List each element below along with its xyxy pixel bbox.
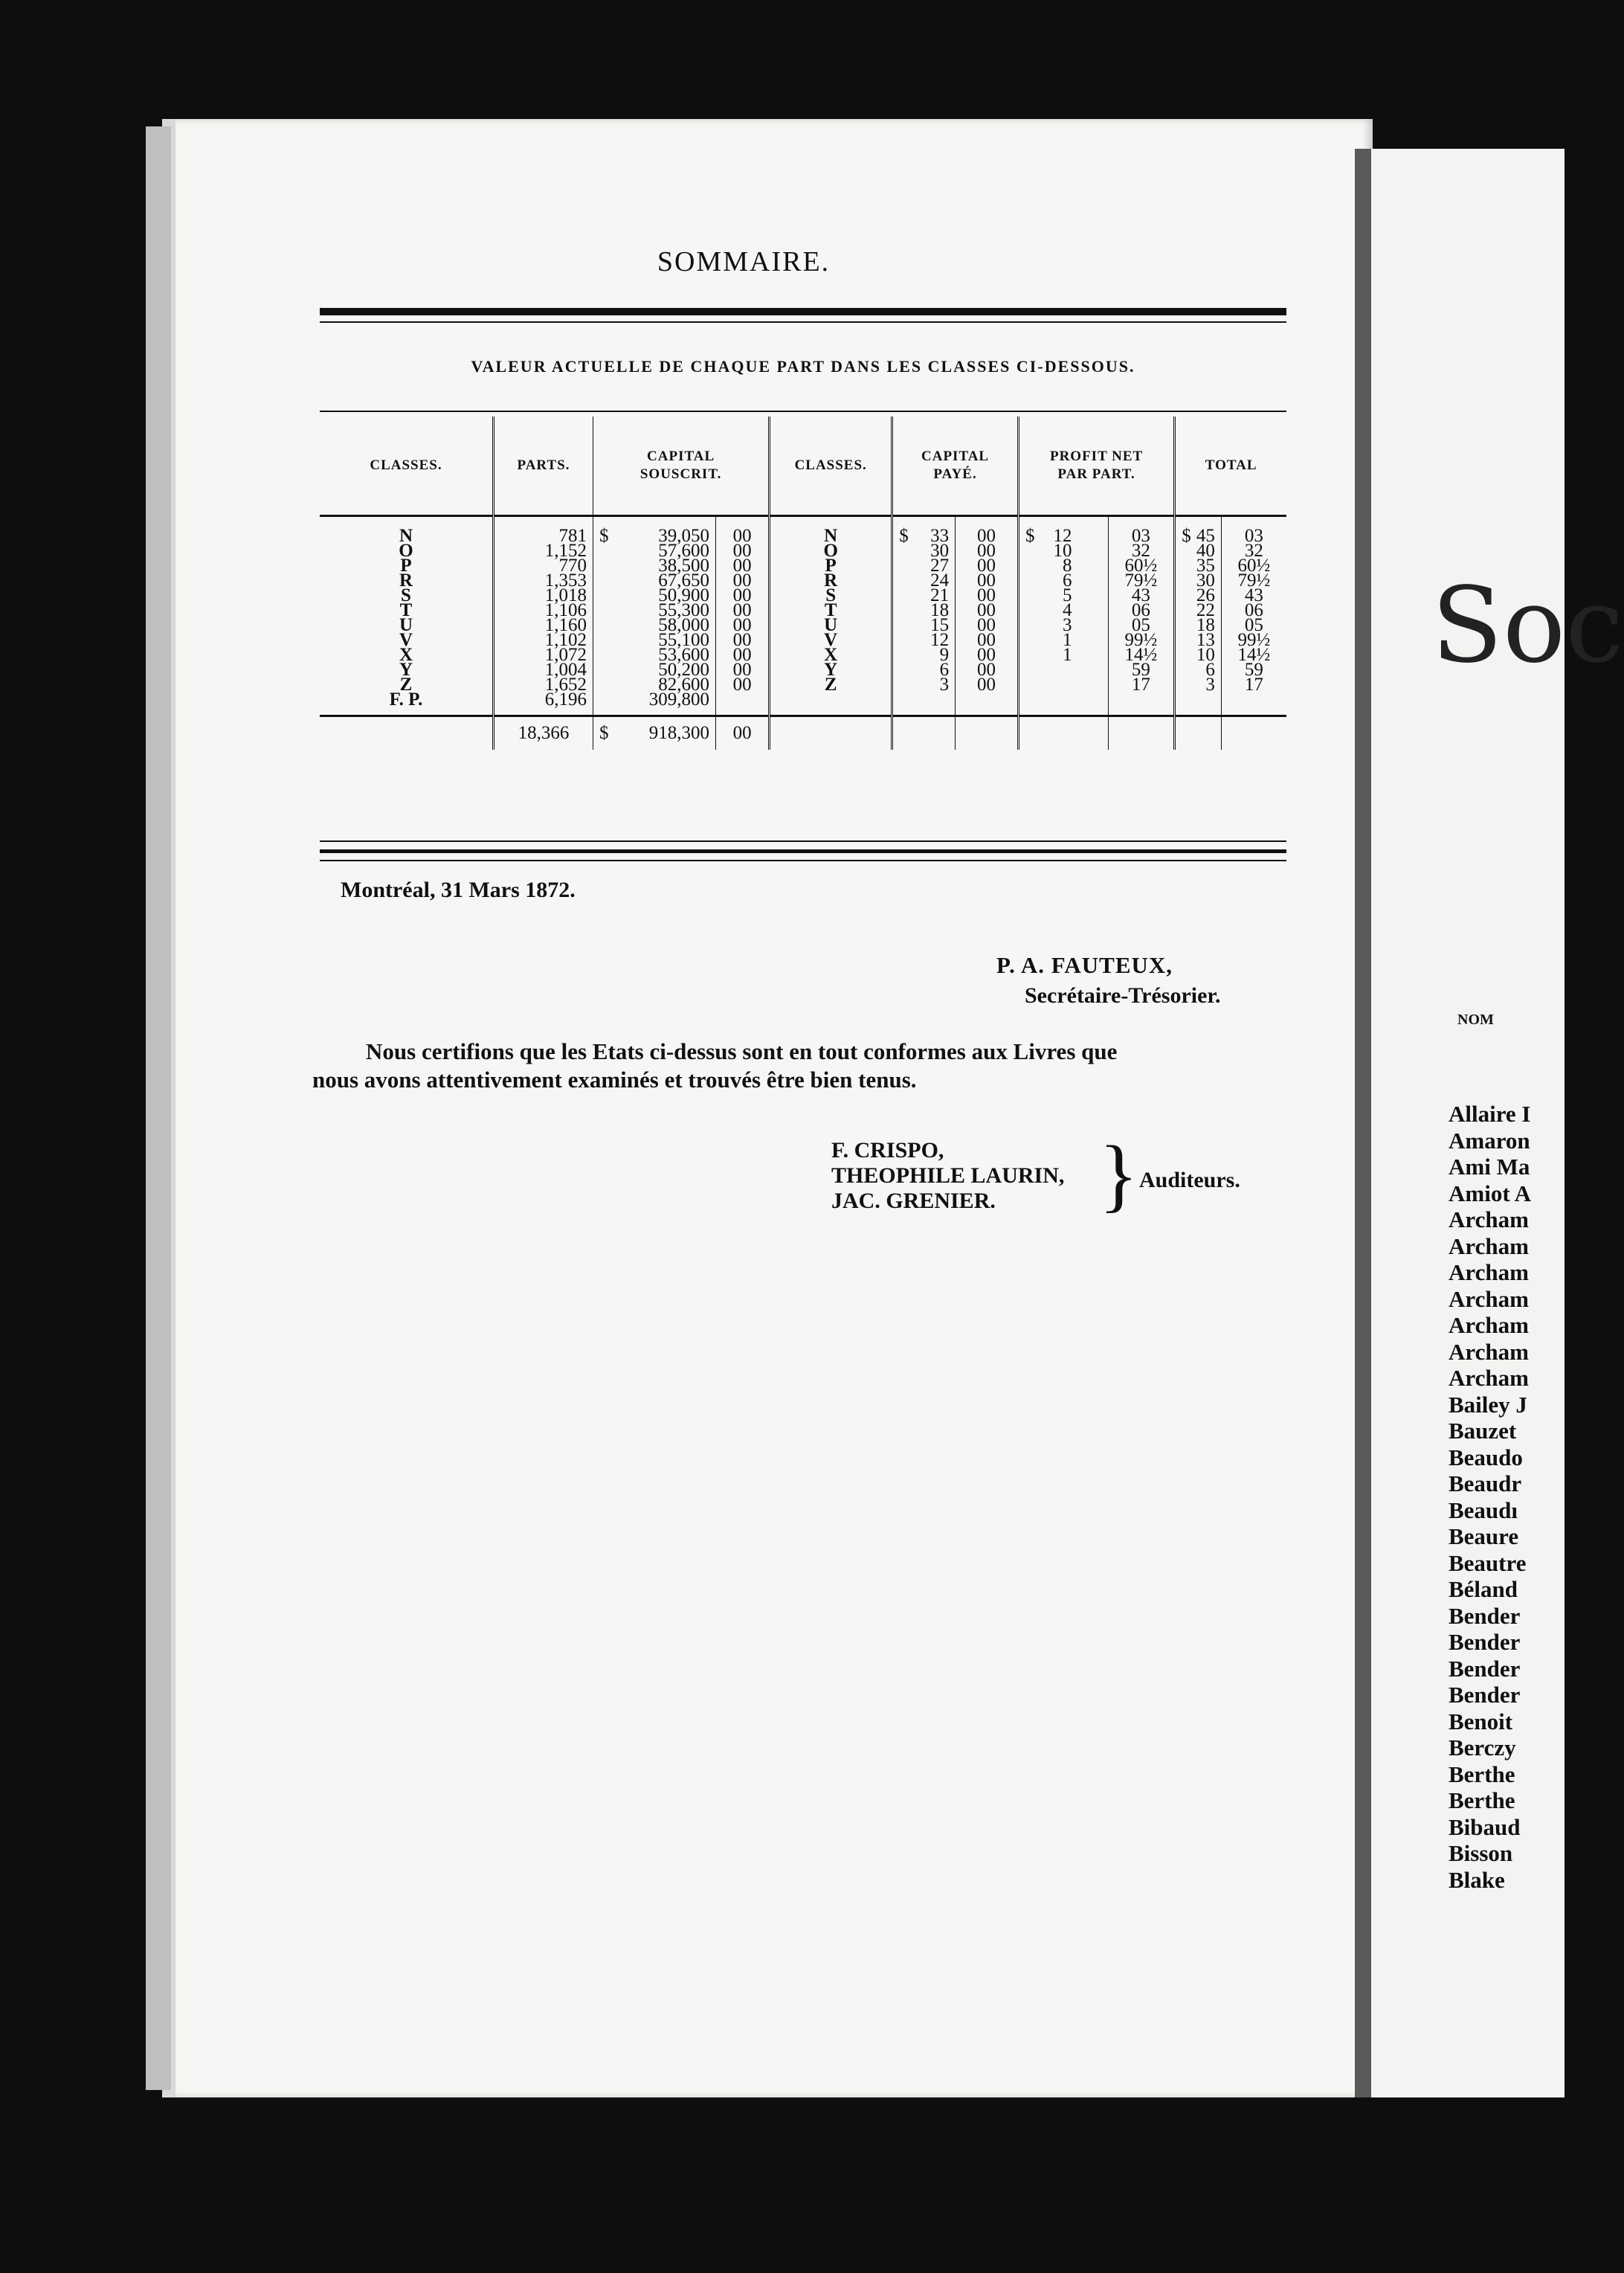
profit-cents-cell: 99½ [1124,630,1158,650]
class-cell: Y [399,660,413,680]
capital-cents-cell: 00 [732,585,752,605]
paye-cents-cell: 00 [977,615,996,635]
class-cell: T [399,600,413,620]
capital-cents-cell: 00 [732,570,752,591]
capital-cents-cell: 00 [732,615,752,635]
profit-cents-cell: 05 [1131,615,1150,635]
auditor-name: JAC. GRENIER. [831,1189,996,1213]
total-cell: 45 [1196,526,1215,546]
class-cell: N [824,526,838,546]
paye-cell: 15 [930,615,950,635]
total-cents-cell: 14½ [1237,645,1271,665]
paye-cell: 6 [939,660,950,680]
title-rule-thin [320,321,1286,323]
class-cell: R [399,570,413,591]
facing-page-name: Archam [1449,1338,1529,1365]
profit-cents-cell: 79½ [1124,570,1158,591]
paye-cents-cell: 00 [977,630,996,650]
facing-page-name: Archam [1449,1232,1529,1259]
total-cents-list [1228,526,1280,695]
col-capital-souscrit [593,417,770,516]
facing-page-name: Amiot A [1449,1180,1532,1206]
parts-cell: 1,106 [544,600,587,620]
capital-cents-cell: 00 [732,675,752,695]
facing-page-gothic-title: Soc [1431,565,1624,687]
facing-page-name: Archam [1449,1285,1529,1312]
col-parts: PARTS. [494,417,593,516]
col-classes: CLASSES. [320,417,494,516]
total-cents-cell: 99½ [1237,630,1271,650]
profit-cents-cell: 17 [1131,675,1150,695]
paye-cell: 21 [930,585,950,605]
facing-page-name: Archam [1449,1365,1529,1391]
facing-page-name: Archam [1449,1206,1529,1232]
capital-cents-cell: 00 [732,526,752,546]
capital-cents-list [722,526,762,707]
col-capital-souscrit-line2: SOUSCRIT. [639,466,722,482]
profit-cell: 3 [1063,615,1072,635]
total-list [1182,526,1215,695]
capital-cell: 53,600 [658,645,709,665]
class-cell: Z [399,675,413,695]
summary-table [320,417,1286,750]
total-cell: 10 [1196,645,1215,665]
paye-cents-cell: 00 [977,675,996,695]
facing-page-name: Bender [1449,1655,1521,1682]
page-spine [146,126,171,2090]
paye-cents-cell: 00 [977,526,996,546]
paye-cell: 30 [930,541,950,561]
total-parts: 18,366 [494,716,593,750]
capital-cell: 39,050 [658,526,709,546]
facing-page-name: Bauzet [1449,1418,1517,1444]
auditor-name: THEOPHILE LAURIN, [831,1163,1065,1188]
total-capital: 918,300 [648,723,709,743]
facing-page-name: Beautre [1449,1549,1527,1576]
classes-2-list [776,526,885,695]
col-capital-paye-line1: CAPITAL [921,449,990,464]
parts-cell: 770 [558,556,587,576]
total-cents-cell: 06 [1244,600,1263,620]
profit-cell [1025,678,1072,692]
col-profit-net [1018,417,1174,516]
profit-cents-cell: 59 [1131,660,1150,680]
profit-cell [1025,663,1072,678]
total-cell: 22 [1196,600,1215,620]
parts-cell: 1,072 [544,645,587,665]
currency-sign: $ [1025,526,1035,546]
table-bottom-rule-thin [320,860,1286,861]
facing-page-name: Bibaud [1449,1813,1521,1840]
currency-sign: $ [599,526,609,546]
currency-sign: $ [1182,526,1191,546]
total-cell: 30 [1196,570,1215,591]
profit-cell: 4 [1063,600,1072,620]
table-body-row [320,516,1286,716]
class-cell: T [824,600,837,620]
facing-page-name: Archam [1449,1259,1529,1285]
totals-row [320,716,1286,750]
profit-cents-cell: 03 [1131,526,1150,546]
parts-cell: 1,152 [544,541,587,561]
class-cell: U [824,615,838,635]
parts-cell: 1,353 [544,570,587,591]
paye-cell: 12 [930,630,950,650]
capital-cell: 55,100 [658,630,709,650]
table-subtitle: VALEUR ACTUELLE DE CHAQUE PART DANS LES CLASSES CI-DESSOUS. [471,357,1135,376]
total-cents-cell: 03 [1244,526,1263,546]
profit-cell: 12 [1053,526,1072,546]
total-cell: 35 [1196,556,1215,576]
profit-cell: 1 [1063,630,1072,650]
certification-line-2: nous avons attentivement examinés et trouvés être bien tenus. [312,1067,917,1093]
currency-sign: $ [899,526,909,546]
capital-cents-cell [722,692,762,707]
signer-role: Secrétaire-Trésorier. [1025,983,1221,1008]
profit-cents-cell: 60½ [1124,556,1158,576]
profit-list [1025,526,1102,692]
capital-cell: 82,600 [658,675,709,695]
subtitle-rule [320,411,1286,412]
facing-page-name: Beaudı [1449,1496,1518,1523]
auditor-name: F. CRISPO, [831,1138,944,1163]
table-bottom-rule [320,840,1286,842]
facing-page-name: Benoit [1449,1708,1513,1735]
capital-cell: 58,000 [658,615,709,635]
profit-cents-list [1115,526,1168,695]
col-profit-net-line1: PROFIT NET [1049,449,1144,464]
col-capital-souscrit-line1: CAPITAL [647,449,715,464]
parts-list [500,526,587,710]
col-profit-net-line2: PAR PART. [1057,466,1135,482]
parts-cell: 6,196 [544,689,587,710]
facing-page-name: Archam [1449,1312,1529,1338]
class-cell: O [823,541,838,561]
class-cell: N [399,526,413,546]
capital-cell: 55,300 [658,600,709,620]
class-cell: U [399,615,413,635]
total-cents-cell: 43 [1244,585,1263,605]
table-bottom-rule-thick [320,849,1286,853]
certification-text [312,1038,1294,1094]
paye-cell: 9 [939,645,950,665]
class-cell: X [824,645,838,665]
facing-page-name: Beaure [1449,1523,1519,1549]
capital-cents-cell: 00 [732,556,752,576]
paye-cell: 3 [939,675,950,695]
paye-list [899,526,950,695]
total-cents-cell: 60½ [1237,556,1271,576]
facing-page-name: Blake [1449,1866,1505,1893]
total-cents-cell: 59 [1244,660,1263,680]
class-cell: P [400,556,412,576]
class-cell: Z [824,675,837,695]
total-cell: 18 [1196,615,1215,635]
place-date: Montréal, 31 Mars 1872. [341,878,576,902]
facing-page-name: Beaudr [1449,1470,1522,1496]
capital-cents-cell: 00 [732,600,752,620]
profit-cell: 1 [1063,645,1072,665]
class-cell: S [401,585,411,605]
currency-sign: $ [599,723,609,743]
capital-cents-cell: 00 [732,660,752,680]
paye-cents-cell: 00 [977,541,996,561]
facing-page-name: Bisson [1449,1840,1513,1866]
paye-cents-cell: 00 [977,660,996,680]
facing-page-name: Berthe [1449,1787,1515,1813]
capital-cell: 57,600 [658,541,709,561]
class-cell: S [825,585,837,605]
facing-page-name: Bender [1449,1682,1521,1708]
capital-cell: 50,900 [658,585,709,605]
paye-cell: 18 [930,600,950,620]
paye-cell: 33 [930,526,950,546]
class-cell: O [399,541,413,561]
parts-cell: 1,160 [544,615,587,635]
facing-page-name: Beaudo [1449,1444,1523,1470]
facing-page-column-head: NOM [1457,1012,1494,1028]
paye-cents-list [961,526,1011,695]
auditor-names [831,1138,1064,1214]
col-classes-2: CLASSES. [770,417,892,516]
capital-list [599,526,709,710]
parts-cell: 1,652 [544,675,587,695]
capital-cents-cell: 00 [732,541,752,561]
col-total: TOTAL [1175,417,1286,516]
paye-cents-cell: 00 [977,600,996,620]
paye-cents-cell: 00 [977,570,996,591]
profit-cents-cell: 32 [1131,541,1150,561]
certification-line-1: Nous certifions que les Etats ci-dessus sont en tout conformes aux Livres que [366,1038,1118,1064]
class-cell: V [824,630,838,650]
parts-cell: 781 [558,526,587,546]
profit-cell: 8 [1063,556,1072,576]
facing-page-name: Berczy [1449,1735,1516,1761]
facing-page-name: Bender [1449,1629,1521,1655]
paye-cents-cell: 00 [977,585,996,605]
total-cents-cell: 05 [1244,615,1263,635]
capital-cell: 67,650 [658,570,709,591]
total-cell: 6 [1205,660,1215,680]
facing-page-name: Allaire I [1449,1101,1531,1127]
facing-page-name-list [1449,1101,1531,1893]
total-cell: 26 [1196,585,1215,605]
parts-cell: 1,102 [544,630,587,650]
class-cell: X [399,645,413,665]
capital-cell: 309,800 [648,689,709,710]
page-title: SOMMAIRE. [657,246,831,277]
parts-cell: 1,018 [544,585,587,605]
total-cents: 00 [715,716,769,750]
signer-name: P. A. FAUTEUX, [996,952,1173,978]
profit-cell: 5 [1063,585,1072,605]
col-capital-paye [892,417,1019,516]
class-cell: F. P. [389,689,423,710]
paye-cell: 24 [930,570,950,591]
class-cell: P [825,556,837,576]
total-cents-cell: 32 [1244,541,1263,561]
document-page [162,119,1373,2097]
facing-page-name: Berthe [1449,1761,1515,1787]
profit-cell: 10 [1053,541,1072,561]
title-rule-thick [320,308,1286,315]
paye-cents-cell: 00 [977,645,996,665]
total-cents-cell: 17 [1244,675,1263,695]
total-cell: 40 [1196,541,1215,561]
paye-cell: 27 [930,556,950,576]
capital-cents-cell: 00 [732,645,752,665]
total-cell: 13 [1196,630,1215,650]
col-capital-paye-line2: PAYÉ. [933,466,977,482]
facing-page-name: Bender [1449,1602,1521,1629]
auditors-label: Auditeurs. [1139,1168,1240,1192]
facing-page-name: Béland [1449,1576,1518,1602]
paye-cents-cell: 00 [977,556,996,576]
class-cell: R [824,570,838,591]
total-cents-cell: 79½ [1237,570,1271,591]
profit-cents-cell: 06 [1131,600,1150,620]
brace-glyph: } [1099,1129,1138,1220]
parts-cell: 1,004 [544,660,587,680]
classes-list [326,526,486,710]
facing-page-name: Ami Ma [1449,1154,1530,1180]
class-cell: Y [824,660,838,680]
profit-cents-cell: 43 [1131,585,1150,605]
profit-cents-cell: 14½ [1124,645,1158,665]
capital-cell: 50,200 [658,660,709,680]
facing-page-name: Amaron [1449,1127,1530,1154]
capital-cents-cell: 00 [732,630,752,650]
profit-cell: 6 [1063,570,1072,591]
total-cell: 3 [1205,675,1215,695]
class-cell: V [399,630,413,650]
capital-cell: 38,500 [658,556,709,576]
facing-page-name: Bailey J [1449,1391,1527,1418]
